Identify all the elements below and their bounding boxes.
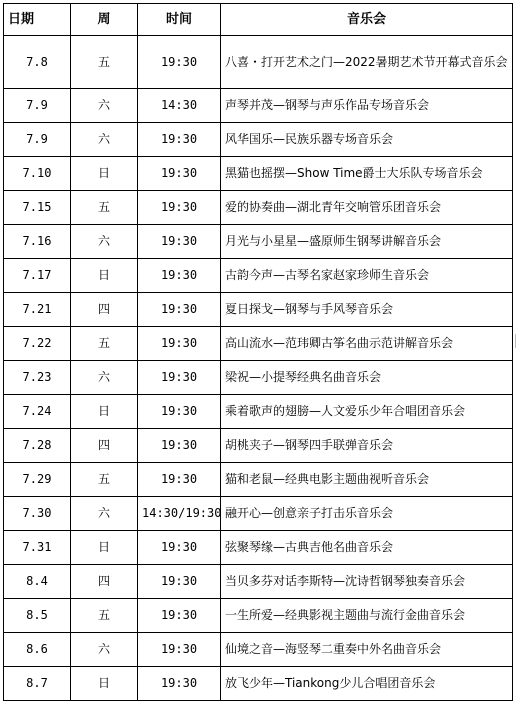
header-week: 周 [71, 4, 138, 36]
table-row [4, 633, 513, 667]
row-concert: 夏日探戈—钢琴与手风琴音乐会 [221, 293, 513, 327]
row-date: 7.10 [4, 157, 71, 191]
table-row [4, 191, 513, 225]
row-week: 六 [71, 89, 138, 123]
row-time: 19:30 [138, 225, 221, 259]
row-time: 19:30 [138, 667, 221, 701]
row-week: 六 [71, 361, 138, 395]
row-concert: 融开心—创意亲子打击乐音乐会 [221, 497, 513, 531]
header-time: 时间 [138, 4, 221, 36]
row-date: 7.8 [4, 36, 71, 89]
row-concert: 爱的协奏曲—湖北青年交响管乐团音乐会 [221, 191, 513, 225]
row-date: 8.5 [4, 599, 71, 633]
row-week: 日 [71, 395, 138, 429]
row-time: 19:30 [138, 259, 221, 293]
row-date: 8.7 [4, 667, 71, 701]
row-date: 7.29 [4, 463, 71, 497]
row-concert: 猫和老鼠—经典电影主题曲视听音乐会 [221, 463, 513, 497]
row-week: 四 [71, 429, 138, 463]
row-date: 7.24 [4, 395, 71, 429]
concert-schedule-table [3, 3, 513, 701]
row-concert: 八喜・打开艺术之门—2022暑期艺术节开幕式音乐会 [221, 36, 513, 89]
row-time: 19:30 [138, 157, 221, 191]
row-time: 14:30 [138, 89, 221, 123]
row-concert: 高山流水—范玮卿古筝名曲示范讲解音乐会 [221, 327, 513, 361]
row-concert: 乘着歌声的翅膀—人文爱乐少年合唱团音乐会 [221, 395, 513, 429]
row-date: 8.4 [4, 565, 71, 599]
table-row [4, 395, 513, 429]
row-concert: 仙境之音—海竖琴二重奏中外名曲音乐会 [221, 633, 513, 667]
header-date: 日期 [4, 4, 71, 36]
row-week: 五 [71, 36, 138, 89]
row-concert: 当贝多芬对话李斯特—沈诗哲钢琴独奏音乐会 [221, 565, 513, 599]
row-week: 日 [71, 531, 138, 565]
row-time: 19:30 [138, 361, 221, 395]
row-concert: 一生所爱—经典影视主题曲与流行金曲音乐会 [221, 599, 513, 633]
table-row [4, 157, 513, 191]
row-date: 7.15 [4, 191, 71, 225]
table-row [4, 361, 513, 395]
row-week: 五 [71, 191, 138, 225]
row-concert: 风华国乐—民族乐器专场音乐会 [221, 123, 513, 157]
table-row [4, 327, 513, 361]
table-row [4, 89, 513, 123]
row-concert: 古韵今声—古琴名家赵家珍师生音乐会 [221, 259, 513, 293]
row-concert: 声琴并茂—钢琴与声乐作品专场音乐会 [221, 89, 513, 123]
table-row [4, 293, 513, 327]
table-row [4, 225, 513, 259]
row-time: 19:30 [138, 36, 221, 89]
table-row [4, 429, 513, 463]
row-concert: 放飞少年—Tiankong少儿合唱团音乐会 [221, 667, 513, 701]
row-concert: 胡桃夹子—钢琴四手联弹音乐会 [221, 429, 513, 463]
row-week: 四 [71, 565, 138, 599]
table-row [4, 259, 513, 293]
table-row [4, 565, 513, 599]
row-week: 四 [71, 293, 138, 327]
row-date: 7.30 [4, 497, 71, 531]
row-concert: 月光与小星星—盛原师生钢琴讲解音乐会 [221, 225, 513, 259]
table-row [4, 599, 513, 633]
row-week: 五 [71, 463, 138, 497]
row-date: 7.9 [4, 89, 71, 123]
row-time: 19:30 [138, 429, 221, 463]
row-time: 19:30 [138, 463, 221, 497]
row-time: 19:30 [138, 565, 221, 599]
row-week: 六 [71, 497, 138, 531]
table-row [4, 36, 513, 89]
row-time: 14:30/19:30 [138, 497, 221, 531]
row-concert: 弦聚琴缘—古典吉他名曲音乐会 [221, 531, 513, 565]
row-date: 7.21 [4, 293, 71, 327]
row-date: 7.16 [4, 225, 71, 259]
row-time: 19:30 [138, 123, 221, 157]
row-time: 19:30 [138, 293, 221, 327]
row-time: 19:30 [138, 327, 221, 361]
row-date: 8.6 [4, 633, 71, 667]
table-row [4, 463, 513, 497]
row-time: 19:30 [138, 191, 221, 225]
row-week: 五 [71, 327, 138, 361]
row-date: 7.31 [4, 531, 71, 565]
row-date: 7.17 [4, 259, 71, 293]
row-date: 7.23 [4, 361, 71, 395]
table-body [4, 36, 513, 701]
table-header-row [4, 4, 513, 36]
table-row [4, 531, 513, 565]
row-week: 六 [71, 633, 138, 667]
row-time: 19:30 [138, 531, 221, 565]
row-concert: 梁祝—小提琴经典名曲音乐会 [221, 361, 513, 395]
row-time: 19:30 [138, 599, 221, 633]
table-row [4, 667, 513, 701]
row-week: 日 [71, 157, 138, 191]
row-concert: 黑猫也摇摆—Show Time爵士大乐队专场音乐会 [221, 157, 513, 191]
row-week: 日 [71, 259, 138, 293]
row-time: 19:30 [138, 395, 221, 429]
header-concert: 音乐会 [221, 4, 513, 36]
row-time: 19:30 [138, 633, 221, 667]
table-row [4, 497, 513, 531]
table-row [4, 123, 513, 157]
page-edge-mark [515, 334, 520, 348]
row-week: 六 [71, 225, 138, 259]
row-week: 五 [71, 599, 138, 633]
row-date: 7.28 [4, 429, 71, 463]
row-date: 7.22 [4, 327, 71, 361]
row-date: 7.9 [4, 123, 71, 157]
row-week: 日 [71, 667, 138, 701]
row-week: 六 [71, 123, 138, 157]
